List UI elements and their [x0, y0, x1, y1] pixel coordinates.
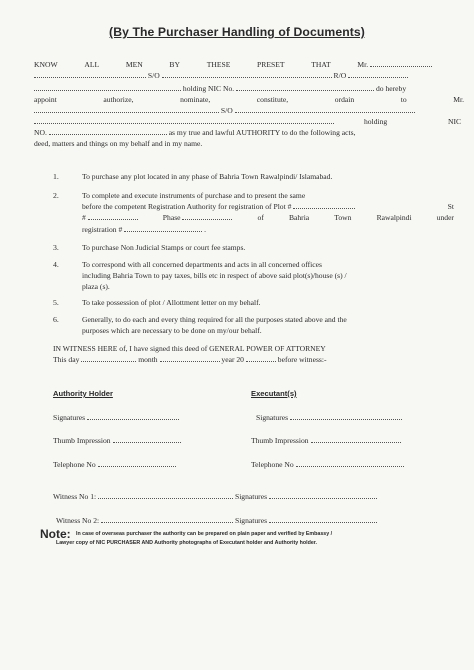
executant-signature-blank[interactable]: [290, 413, 402, 420]
item-number: 2.: [53, 191, 59, 200]
street-blank[interactable]: [88, 213, 138, 220]
note-label: Note:: [40, 527, 71, 541]
attorney-father-blank[interactable]: [235, 106, 415, 113]
authority-telephone-field: Telephone No: [53, 460, 176, 469]
executant-thumb-field: Thumb Impression: [251, 436, 401, 445]
item-3-text: To purchase Non Judicial Stamps or court fee stamps.: [82, 243, 246, 252]
preamble-line-7: NO. as my true and lawful AUTHORITY to do the following acts,: [34, 128, 356, 137]
witness-2-name-blank[interactable]: [101, 516, 233, 523]
registration-number-blank[interactable]: [124, 225, 202, 232]
plot-number-blank[interactable]: [293, 202, 355, 209]
preamble-line-5: S/O: [34, 106, 415, 115]
witness-1-name-blank[interactable]: [98, 492, 233, 499]
witness-1-signature-blank[interactable]: [269, 492, 377, 499]
witness-1-field: Witness No 1: Signatures: [53, 492, 377, 501]
preamble-line-3: holding NIC No. do hereby: [34, 84, 406, 93]
item-number: 1.: [53, 172, 59, 181]
nic-blank[interactable]: [236, 84, 374, 91]
witness-2-signature-blank[interactable]: [269, 516, 377, 523]
item-2-line-1: To complete and execute instruments of purchase and to present the same: [82, 191, 306, 200]
preamble-line-6: holding NIC: [34, 117, 464, 126]
witness-2-field: Witness No 2: Signatures: [56, 516, 377, 525]
executant-thumb-blank[interactable]: [311, 436, 401, 443]
authority-signatures-field: Signatures: [53, 413, 179, 422]
item-4-line-2: including Bahria Town to pay taxes, bills etc in respect of above said plot(s)/house (s) /: [82, 271, 347, 280]
item-6-line-1: Generally, to do each and every thing required for all the purposes stated above and the: [82, 315, 347, 324]
authority-signature-blank[interactable]: [87, 413, 179, 420]
address-blank[interactable]: [348, 71, 408, 78]
phase-blank[interactable]: [182, 213, 232, 220]
item-number: 4.: [53, 260, 59, 269]
witness-clause-line-2: This day month year 20 before witness:-: [53, 355, 327, 364]
item-2-line-2: before the competent Registration Authority for registration of Plot # St: [82, 202, 454, 211]
executant-heading: Executant(s): [251, 389, 297, 398]
witness-clause-line-1: IN WITNESS HERE of, I have signed this deed of GENERAL POWER OF ATTORNEY: [53, 344, 326, 353]
item-1-text: To purchase any plot located in any phase of Bahria Town Rawalpindi/ Islamabad.: [82, 172, 333, 181]
preamble-line-4: appoint authorize, nominate, constitute, ordain to Mr.: [34, 95, 464, 104]
year-blank[interactable]: [246, 355, 276, 362]
item-4-line-1: To correspond with all concerned departments and acts in all concerned offices: [82, 260, 322, 269]
attorney-name-blank[interactable]: [34, 106, 219, 113]
attorney-nic-blank[interactable]: [49, 128, 167, 135]
item-6-line-2: purposes which are necessary to be done on my/our behalf.: [82, 326, 262, 335]
name-blank[interactable]: [34, 71, 146, 78]
note-text-line-1: In case of overseas purchaser the authority can be prepared on plain paper and verified by Embassy /: [76, 531, 333, 537]
authority-thumb-blank[interactable]: [113, 436, 181, 443]
authority-thumb-field: Thumb Impression: [53, 436, 181, 445]
address-blank[interactable]: [34, 84, 181, 91]
father-name-blank[interactable]: [162, 71, 332, 78]
day-blank[interactable]: [81, 355, 136, 362]
item-4-line-3: plaza (s).: [82, 282, 110, 291]
item-number: 6.: [53, 315, 59, 324]
item-number: 3.: [53, 243, 59, 252]
month-blank[interactable]: [160, 355, 220, 362]
authority-telephone-blank[interactable]: [98, 460, 176, 467]
item-5-text: To take possession of plot / Allottment letter on my behalf.: [82, 298, 261, 307]
executant-telephone-blank[interactable]: [296, 460, 404, 467]
executant-telephone-field: Telephone No: [251, 460, 404, 469]
preamble-line-2: S/O R/O: [34, 71, 408, 80]
item-number: 5.: [53, 298, 59, 307]
item-2-line-4: registration # .: [82, 225, 206, 234]
preamble-line-1: KNOW ALL MEN BY THESE PRESET THAT Mr.: [34, 60, 432, 69]
executant-signatures-field: Signatures: [256, 413, 402, 422]
authority-holder-heading: Authority Holder: [53, 389, 113, 398]
item-2-line-3: # Phase of Bahria Town Rawalpindi under: [82, 213, 454, 222]
note-text-line-2: Lawyer copy of NIC PURCHASER AND Authority photographs of Executant holder and Authority holder.: [56, 540, 318, 546]
document-title: (By The Purchaser Handling of Documents): [109, 25, 365, 39]
name-blank[interactable]: [370, 60, 432, 67]
preamble-line-8: deed, matters and things on my behalf and in my name.: [34, 139, 203, 148]
attorney-address-blank[interactable]: [34, 117, 334, 124]
